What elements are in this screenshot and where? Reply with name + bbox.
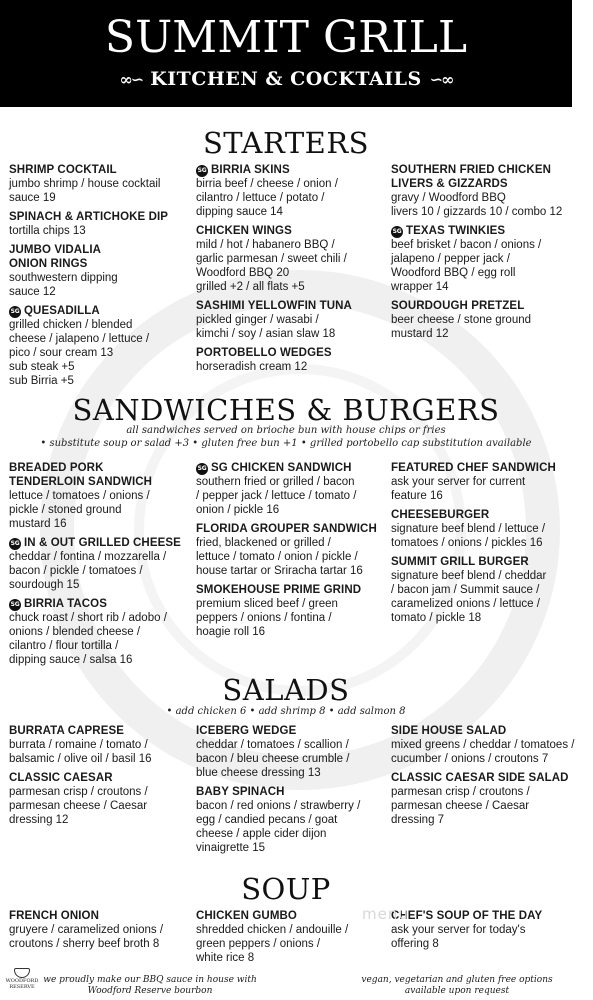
menu-item-description: parmesan cheese / Caesar (391, 800, 530, 812)
menu-item-name: CLASSIC CAESAR (9, 772, 113, 784)
menu-item (9, 771, 194, 827)
menu-item-description: onions / blended cheese / (9, 626, 141, 638)
menu-item (196, 583, 388, 639)
sandwiches-note: all sandwiches served on brioche bun with house chips or fries (126, 425, 446, 436)
menu-item-description: southwestern dipping (9, 272, 118, 284)
menu-item (196, 785, 388, 855)
menu-item-name: SIDE HOUSE SALAD (391, 725, 507, 737)
menu-item-name: SG BIRRIA TACOS (10, 598, 107, 610)
menu-item-description: cheese / jalapeno / lettuce / (9, 333, 150, 345)
menu-item-description: dipping sauce 14 (196, 206, 283, 218)
bbq-sauce-note: we proudly make our BBQ sauce in house with Woodford Reserve bourbon (43, 975, 257, 996)
soup-col-2 (196, 909, 388, 970)
menu-item-description: onion / pickle 16 (196, 504, 280, 516)
menu-item-description: croutons / sherry beef broth 8 (9, 938, 160, 950)
sg-badge-icon: SG (196, 463, 208, 475)
menu-item-description: cilantro / flour tortilla / (9, 640, 119, 652)
restaurant-tagline (0, 68, 572, 90)
menu-item-description: / pepper jack / lettuce / tomato / (196, 490, 357, 502)
menu-item (196, 224, 388, 294)
menu-item-description: sourdough 15 (9, 579, 80, 591)
menu-item (9, 163, 194, 205)
menu-item-name-line2: ONION RINGS (9, 258, 88, 270)
menu-item (9, 304, 194, 388)
salads-note: • add chicken 6 • add shrimp 8 • add salmon 8 (166, 706, 406, 717)
menu-item-description: jalapeno / pepper jack / (391, 253, 510, 265)
menu-item-description: mustard 16 (9, 518, 67, 530)
menu-item-name: SG BIRRIA SKINS (197, 164, 290, 176)
menu-item-description: / bacon jam / Summit sauce / (391, 584, 540, 596)
dietary-options-note: vegan, vegetarian and gluten free options available upon request (361, 975, 553, 996)
menu-item (9, 536, 194, 592)
menu-item-description: egg / candied pecans / goat (196, 814, 338, 826)
sandwiches-title: SANDWICHES & BURGERS (72, 393, 500, 427)
starters-col-2 (196, 163, 388, 379)
soup-title: SOUP (241, 872, 331, 906)
menu-item-name: SHRIMP COCKTAIL (9, 164, 117, 176)
menu-item (196, 909, 388, 965)
sandwiches-options: • substitute soup or salad +3 • gluten free bun +1 • grilled portobello cap substitution available (40, 438, 532, 449)
menu-item-name: FRENCH ONION (9, 910, 100, 922)
sg-badge-icon: SG (9, 306, 21, 318)
menu-item-description: white rice 8 (196, 952, 255, 964)
menu-item (196, 461, 388, 517)
menu-item-description: caramelized onions / lettuce / (391, 598, 540, 610)
menu-item-description: peppers / onions / fontina / (196, 612, 332, 624)
menu-item-description: livers 10 / gizzards 10 / combo 12 (391, 206, 563, 218)
sg-badge-icon: SG (9, 538, 21, 550)
menu-item (391, 909, 591, 951)
menu-item-description: sub Birria +5 (9, 375, 74, 387)
menu-item-description: lettuce / tomato / onion / pickle / (196, 551, 358, 563)
menu-item (9, 724, 194, 766)
menu-item-description: sauce 12 (9, 286, 56, 298)
menu-item-name: SPINACH & ARTICHOKE DIP (9, 211, 169, 223)
menu-item-description: jumbo shrimp / house cocktail (9, 178, 161, 190)
menu-item-description: kimchi / soy / asian slaw 18 (196, 328, 336, 340)
soup-col-1 (9, 909, 194, 956)
menu-item-description: cheddar / tomatoes / scallion / (196, 739, 349, 751)
sandwiches-col-2 (196, 461, 388, 644)
site-watermark: menu (362, 905, 409, 923)
menu-item-name-line2: LIVERS & GIZZARDS (391, 178, 508, 190)
menu-item-description: sub steak +5 (9, 361, 75, 373)
menu-item-name: SOUTHERN FRIED CHICKEN (391, 164, 552, 176)
menu-item-description: bacon / bleu cheese crumble / (196, 753, 350, 765)
menu-item-description: dressing 12 (9, 814, 69, 826)
menu-item-description: shredded chicken / andouille / (196, 924, 349, 936)
menu-item (391, 771, 591, 827)
menu-item-description: cucumber / onions / croutons 7 (391, 753, 549, 765)
menu-item-description: premium sliced beef / green (196, 598, 338, 610)
menu-item-description: horseradish cream 12 (196, 361, 308, 373)
salads-col-3 (391, 724, 591, 832)
menu-item-name: PORTOBELLO WEDGES (196, 347, 332, 359)
menu-item-description: mustard 12 (391, 328, 449, 340)
menu-item-description: mixed greens / cheddar / tomatoes / (391, 739, 575, 751)
sg-badge-icon: SG (196, 165, 208, 177)
menu-item-description: beer cheese / stone ground (391, 314, 532, 326)
menu-item-description: Woodford BBQ / egg roll (391, 267, 516, 279)
menu-item-name: SG SG CHICKEN SANDWICH (197, 462, 352, 474)
menu-item-description: garlic parmesan / sweet chili / (196, 253, 347, 265)
menu-item (391, 163, 591, 219)
menu-item-description: signature beef blend / lettuce / (391, 523, 546, 535)
menu-item (196, 163, 388, 219)
menu-item-description: Woodford BBQ 20 (196, 267, 290, 279)
woodford-reserve-logo: WOODFORD RESERVE (4, 968, 40, 996)
menu-item-description: gravy / Woodford BBQ (391, 192, 506, 204)
menu-item (196, 522, 388, 578)
menu-item-name: SOURDOUGH PRETZEL (391, 300, 525, 312)
menu-item-description: lettuce / tomatoes / onions / (9, 490, 150, 502)
menu-item-name: FEATURED CHEF SANDWICH (391, 462, 556, 474)
menu-item (391, 555, 591, 625)
menu-item-description: pickle / stoned ground (9, 504, 122, 516)
menu-item (391, 299, 591, 341)
menu-item-description: blue cheese dressing 13 (196, 767, 321, 779)
soup-col-3 (391, 909, 591, 956)
menu-item-description: cilantro / lettuce / potato / (196, 192, 325, 204)
menu-item-description: southern fried or grilled / bacon (196, 476, 355, 488)
menu-item-description: birria beef / cheese / onion / (196, 178, 338, 190)
menu-item-name: FLORIDA GROUPER SANDWICH (196, 523, 377, 535)
menu-item-description: vinaigrette 15 (196, 842, 266, 854)
menu-item-description: dressing 7 (391, 814, 445, 826)
menu-item-name: SMOKEHOUSE PRIME GRIND (196, 584, 362, 596)
menu-item-description: burrata / romaine / tomato / (9, 739, 148, 751)
restaurant-name: SUMMIT GRILL (104, 12, 468, 63)
menu-item-name: SG QUESADILLA (10, 305, 100, 317)
menu-item-name: SUMMIT GRILL BURGER (391, 556, 529, 568)
menu-item-description: chuck roast / short rib / adobo / (9, 612, 167, 624)
menu-item-name: ICEBERG WEDGE (196, 725, 297, 737)
menu-item-description: parmesan cheese / Caesar (9, 800, 148, 812)
menu-item-name: SG IN & OUT GRILLED CHEESE (10, 537, 181, 549)
menu-item-description: house tartar or Sriracha tartar 16 (196, 565, 363, 577)
starters-title: STARTERS (202, 126, 370, 160)
menu-item-description: offering 8 (391, 938, 439, 950)
menu-item-description: grilled chicken / blended (9, 319, 133, 331)
salads-col-2 (196, 724, 388, 860)
menu-item-description: bacon / red onions / strawberry / (196, 800, 361, 812)
menu-item-name: CLASSIC CAESAR SIDE SALAD (391, 772, 569, 784)
menu-item-description: cheese / apple cider dijon (196, 828, 327, 840)
menu-item-description: ask your server for current (391, 476, 526, 488)
sg-badge-icon: SG (9, 599, 21, 611)
menu-item-description: grilled +2 / all flats +5 (196, 281, 305, 293)
menu-item-name-line2: TENDERLOIN SANDWICH (9, 476, 153, 488)
menu-item-name: BURRATA CAPRESE (9, 725, 125, 737)
menu-item (196, 346, 388, 374)
menu-item (391, 461, 591, 503)
menu-item-name: JUMBO VIDALIA (9, 244, 102, 256)
menu-item-description: parmesan crisp / croutons / (9, 786, 148, 798)
flourish-right-icon: ∽∞ (429, 69, 453, 89)
menu-item-description: balsamic / olive oil / basil 16 (9, 753, 152, 765)
menu-item-description: fried, blackened or grilled / (196, 537, 331, 549)
menu-item (196, 299, 388, 341)
salads-title: SALADS (222, 673, 350, 707)
menu-item-description: signature beef blend / cheddar (391, 570, 547, 582)
menu-item-description: pickled ginger / wasabi / (196, 314, 319, 326)
menu-item-description: hoagie roll 16 (196, 626, 266, 638)
menu-item-description: bacon / pickle / tomatoes / (9, 565, 143, 577)
menu-item-description: cheddar / fontina / mozzarella / (9, 551, 167, 563)
sandwiches-col-1 (9, 461, 194, 672)
menu-item-name: SG TEXAS TWINKIES (392, 225, 506, 237)
tagline-text: KITCHEN & COCKTAILS (150, 68, 422, 90)
menu-header (0, 0, 572, 107)
menu-item-description: gruyere / caramelized onions / (9, 924, 164, 936)
menu-item-description: mild / hot / habanero BBQ / (196, 239, 335, 251)
menu-item (9, 597, 194, 667)
menu-item (391, 224, 591, 294)
menu-item-description: wrapper 14 (391, 281, 449, 293)
sg-badge-icon: SG (391, 226, 403, 238)
menu-item-description: feature 16 (391, 490, 443, 502)
menu-item (9, 461, 194, 531)
menu-item-name: CHEESEBURGER (391, 509, 490, 521)
salads-col-1 (9, 724, 194, 832)
menu-item (9, 210, 194, 238)
starters-col-1 (9, 163, 194, 393)
menu-item-description: ask your server for today's (391, 924, 526, 936)
menu-item-name: SASHIMI YELLOWFIN TUNA (196, 300, 352, 312)
menu-item-name: CHICKEN GUMBO (196, 910, 297, 922)
starters-col-3 (391, 163, 591, 346)
menu-item (9, 243, 194, 299)
sandwiches-col-3 (391, 461, 591, 630)
menu-item-description: tortilla chips 13 (9, 225, 86, 237)
menu-item-description: tomatoes / onions / pickles 16 (391, 537, 543, 549)
menu-item-description: green peppers / onions / (196, 938, 321, 950)
menu-item (391, 724, 591, 766)
menu-item (391, 508, 591, 550)
menu-item-description: dipping sauce / salsa 16 (9, 654, 133, 666)
menu-item (196, 724, 388, 780)
menu-item-description: parmesan crisp / croutons / (391, 786, 530, 798)
menu-item-name: BABY SPINACH (196, 786, 285, 798)
menu-item-name: CHICKEN WINGS (196, 225, 292, 237)
menu-item-description: beef brisket / bacon / onions / (391, 239, 542, 251)
menu-item-description: tomato / pickle 18 (391, 612, 482, 624)
menu-item-description: sauce 19 (9, 192, 56, 204)
bourbon-logo-icon (14, 968, 30, 978)
menu-item-name: BREADED PORK (9, 462, 104, 474)
menu-item-name: CHEF'S SOUP OF THE DAY (391, 910, 543, 922)
flourish-left-icon: ∞∽ (119, 69, 143, 89)
menu-item-description: pico / sour cream 13 (9, 347, 114, 359)
menu-item (9, 909, 194, 951)
